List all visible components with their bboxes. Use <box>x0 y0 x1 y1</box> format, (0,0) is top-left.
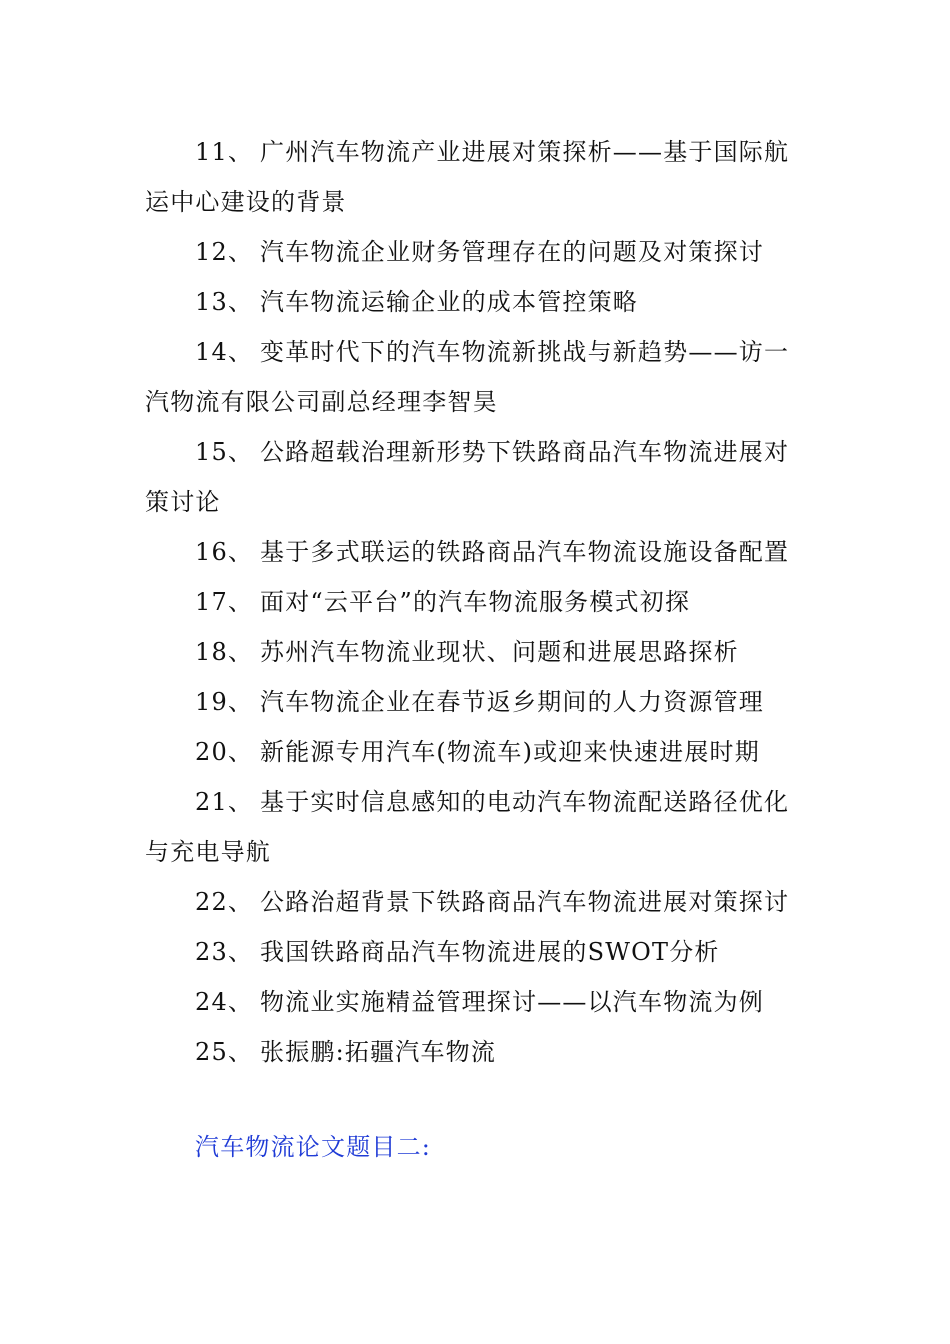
item-text: 张振鹏:拓疆汽车物流 <box>260 1038 497 1066</box>
item-number: 12、 <box>195 238 254 266</box>
item-text: 公路超载治理新形势下铁路商品汽车物流进展对策讨论 <box>145 438 790 516</box>
list-item <box>145 977 805 1027</box>
item-number: 21、 <box>195 788 254 816</box>
list-item <box>145 677 805 727</box>
list-item <box>145 877 805 927</box>
list-item <box>145 277 805 327</box>
list-item <box>145 527 805 577</box>
list-item <box>145 1027 805 1077</box>
item-number: 25、 <box>195 1038 254 1066</box>
item-number: 22、 <box>195 888 254 916</box>
item-text: 公路治超背景下铁路商品汽车物流进展对策探讨 <box>260 888 790 916</box>
item-text: 变革时代下的汽车物流新挑战与新趋势——访一汽物流有限公司副总经理李智昊 <box>145 338 790 416</box>
item-number: 20、 <box>195 738 254 766</box>
title-list <box>145 127 805 1077</box>
item-number: 23、 <box>195 938 254 966</box>
section-heading[interactable]: 汽车物流论文题目二: <box>195 1133 432 1161</box>
list-item <box>145 127 805 227</box>
list-item <box>145 427 805 527</box>
item-number: 13、 <box>195 288 254 316</box>
item-text: 汽车物流运输企业的成本管控策略 <box>260 288 638 316</box>
item-text: 汽车物流企业在春节返乡期间的人力资源管理 <box>260 688 764 716</box>
item-text: 基于实时信息感知的电动汽车物流配送路径优化与充电导航 <box>145 788 790 866</box>
item-text: 物流业实施精益管理探讨——以汽车物流为例 <box>260 988 764 1016</box>
item-number: 14、 <box>195 338 254 366</box>
item-number: 18、 <box>195 638 254 666</box>
item-text: 基于多式联运的铁路商品汽车物流设施设备配置 <box>260 538 790 566</box>
list-item <box>145 777 805 877</box>
item-text: 汽车物流企业财务管理存在的问题及对策探讨 <box>260 238 764 266</box>
item-number: 16、 <box>195 538 254 566</box>
item-text: 广州汽车物流产业进展对策探析——基于国际航运中心建设的背景 <box>145 138 790 216</box>
item-number: 11、 <box>195 138 254 166</box>
list-item <box>145 227 805 277</box>
item-number: 15、 <box>195 438 254 466</box>
list-item <box>145 727 805 777</box>
list-item <box>145 627 805 677</box>
item-number: 19、 <box>195 688 254 716</box>
item-text: 新能源专用汽车(物流车)或迎来快速进展时期 <box>260 738 760 766</box>
item-number: 17、 <box>195 588 254 616</box>
item-text: 面对“云平台”的汽车物流服务模式初探 <box>260 588 691 616</box>
item-text: 我国铁路商品汽车物流进展的SWOT分析 <box>260 938 720 966</box>
item-text: 苏州汽车物流业现状、问题和进展思路探析 <box>260 638 739 666</box>
item-number: 24、 <box>195 988 254 1016</box>
list-item <box>145 927 805 977</box>
list-item <box>145 327 805 427</box>
list-item <box>145 577 805 627</box>
